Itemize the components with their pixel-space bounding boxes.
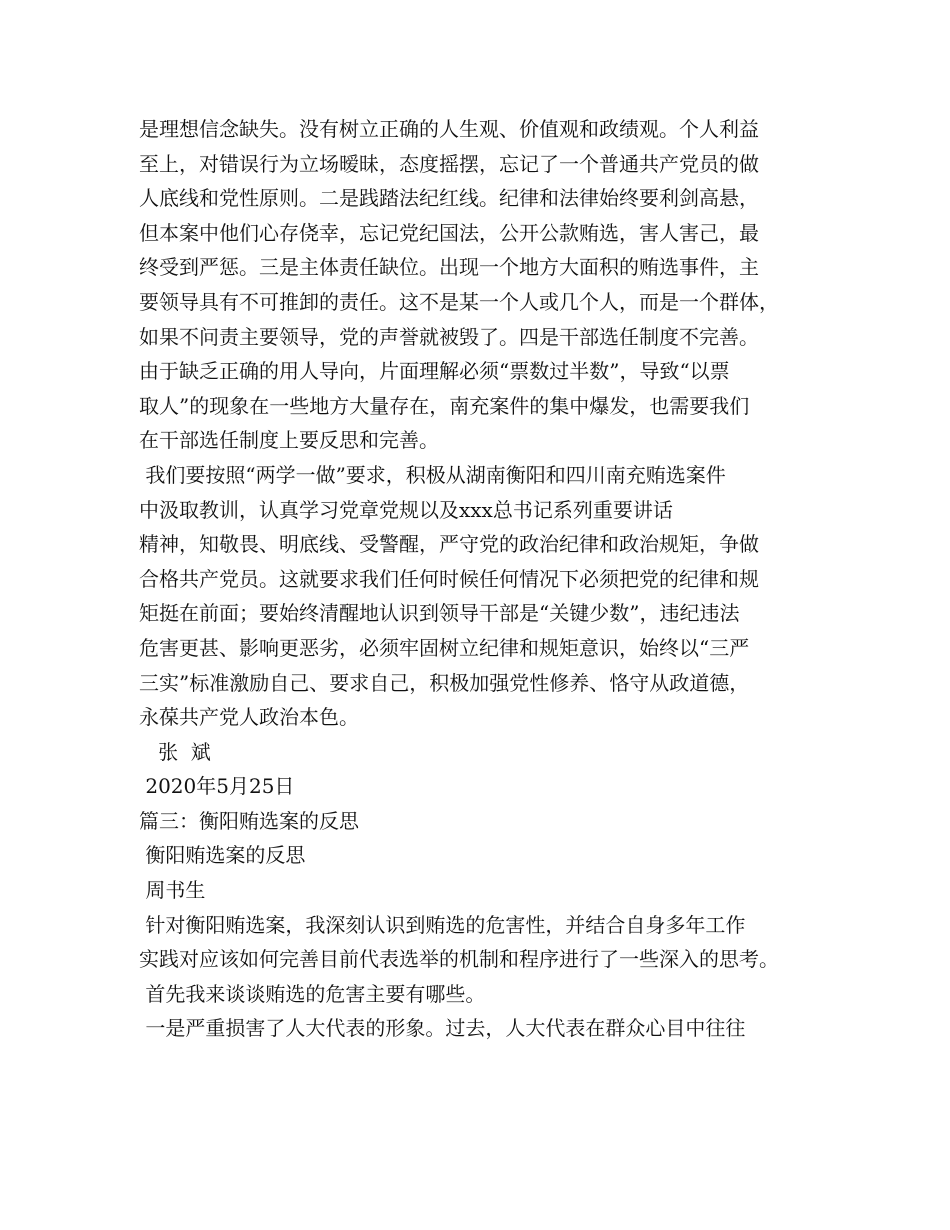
text-line: 一是严重损害了人大代表的形象。过去，人大代表在群众心目中往往 [139, 1016, 746, 1041]
text-line: 我们要按照“两学一做”要求，积极从湖南衡阳和四川南充贿选案件 [139, 462, 726, 487]
signature-name: 张 斌 [139, 739, 211, 764]
text-line: 矩挺在前面；要始终清醒地认识到领导干部是“关键少数”，违纪违法 [139, 601, 740, 626]
signature-date: 2020年5月25日 [139, 774, 295, 799]
text-line: 取人”的现象在一些地方大量存在，南充案件的集中爆发，也需要我们 [139, 393, 750, 418]
body-text [139, 112, 829, 1046]
text-line: 实践对应该如何完善目前代表选举的机制和程序进行了一些深入的思考。 [139, 947, 779, 972]
text-line: 人底线和党性原则。二是践踏法纪红线。纪律和法律始终要利剑高悬， [139, 186, 759, 211]
text-line: 危害更甚、影响更恶劣，必须牢固树立纪律和规矩意识，始终以“三严 [139, 635, 750, 660]
text-line: 合格共产党员。这就要求我们任何时候任何情况下必须把党的纪律和规 [139, 566, 759, 591]
text-line: 至上，对错误行为立场暧昧，态度摇摆，忘记了一个普通共产党员的做 [139, 151, 759, 176]
text-line: 终受到严惩。三是主体责任缺位。出现一个地方大面积的贿选事件，主 [139, 255, 759, 280]
section-heading: 篇三：衡阳贿选案的反思 [139, 808, 359, 833]
text-line: 如果不问责主要领导，党的声誉就被毁了。四是干部选任制度不完善。 [139, 324, 759, 349]
text-line: 精神，知敬畏、明底线、受警醒，严守党的政治纪律和政治规矩，争做 [139, 532, 759, 557]
text-line: 三实”标准激励自己、要求自己，积极加强党性修养、恪守从政道德， [139, 670, 750, 695]
text-line: 但本案中他们心存侥幸，忘记党纪国法，公开公款贿选，害人害己，最 [139, 220, 759, 245]
text-line: 针对衡阳贿选案，我深刻认识到贿选的危害性，并结合自身多年工作 [139, 912, 746, 937]
text-line: 中汲取教训，认真学习党章党规以及xxx总书记系列重要讲话 [139, 497, 673, 522]
text-line: 要领导具有不可推卸的责任。这不是某一个人或几个人，而是一个群体， [139, 289, 779, 314]
text-line: 首先我来谈谈贿选的危害主要有哪些。 [139, 981, 486, 1006]
text-line: 由于缺乏正确的用人导向，片面理解必须“票数过半数”，导致“以票 [139, 359, 730, 384]
text-line: 在干部选任制度上要反思和完善。 [139, 428, 439, 453]
article-title: 衡阳贿选案的反思 [139, 843, 306, 868]
text-line: 永葆共产党人政治本色。 [139, 705, 359, 730]
text-line: 是理想信念缺失。没有树立正确的人生观、价值观和政绩观。个人利益 [139, 117, 759, 141]
article-author: 周书生 [139, 878, 206, 903]
